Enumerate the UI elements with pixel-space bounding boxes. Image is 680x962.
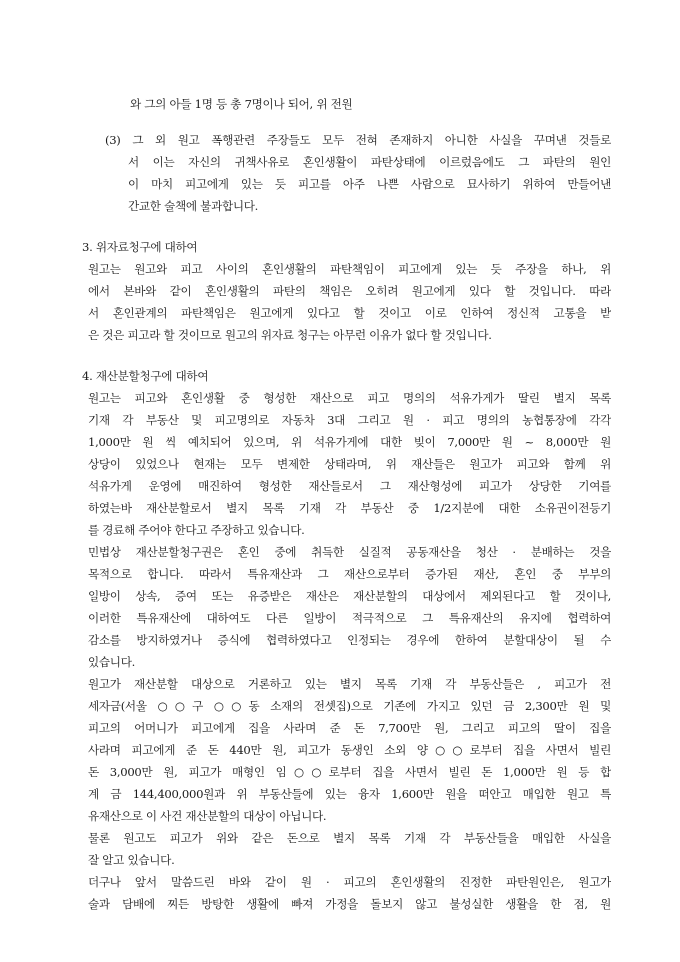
text-line: 에서 본바와 같이 혼인생활의 파탄의 책임은 오히려 원고에게 있다 할 것입니다. 따라 — [88, 284, 611, 298]
text-line: 은 것은 피고라 할 것이므로 원고의 위자료 청구는 아무런 이유가 없다 할 것입니다. — [88, 328, 492, 342]
text-line: 원고는 피고와 혼인생활 중 형성한 재산으로 피고 명의의 석유가게가 딸린 별지 목록 — [88, 391, 611, 405]
text-line: 유재산으로 이 사건 재산분할의 대상이 아닙니다. — [88, 809, 327, 823]
text-line: 석유가게 운영에 매진하여 형성한 재산들로서 그 재산형성에 피고가 상당한 기여를 — [88, 479, 611, 493]
text-line: 잘 알고 있습니다. — [88, 853, 175, 867]
text-line: 세자금(서울 ○○구 ○○동 소재의 전셋집)으로 기존에 가지고 있던 금 2,300만 원 및 — [88, 699, 611, 713]
text-line: 계 금 144,400,000원과 위 부동산들에 있는 융자 1,600만 원을 떠안고 매입한 원고 특 — [88, 787, 611, 801]
text-line: 더구나 앞서 말씀드린 바와 같이 원 · 피고의 혼인생활의 진정한 파탄원인은, 원고가 — [88, 875, 611, 889]
section-heading: 3. 위자료청구에 대하여 — [82, 240, 198, 254]
text-line: 원고는 원고와 피고 사이의 혼인생활의 파탄책임이 피고에게 있는 듯 주장을 하나, 위 — [88, 262, 611, 276]
text-line: 민법상 재산분할청구권은 혼인 중에 취득한 실질적 공동재산을 청산 · 분배하는 것을 — [88, 545, 611, 559]
text-line: 기재 각 부동산 및 피고명의로 자동차 3대 그리고 원 · 피고 명의의 농협통장에 각각 — [88, 413, 611, 427]
text-line: 돈 3,000만 원, 피고가 매형인 임○○로부터 집을 사면서 빌린 돈 1,000만 원 등 합 — [88, 765, 611, 779]
text-line: 하였는바 재산분할로서 별지 목록 기재 각 부동산 중 1/2지분에 대한 소유권이전등기 — [88, 501, 611, 515]
section-heading: 4. 재산분할청구에 대하여 — [82, 369, 209, 383]
text-line: 물론 원고도 피고가 위와 같은 돈으로 별지 목록 기재 각 부동산들을 매입한 사실을 — [88, 831, 611, 845]
text-line: 와 그의 아들 1명 등 총 7명이나 되어, 위 전원 — [130, 97, 353, 111]
text-line: 를 경료해 주어야 한다고 주장하고 있습니다. — [88, 523, 305, 537]
text-line: (3) 그 외 원고 폭행관련 주장들도 모두 전혀 존재하지 아니한 사실을 꾸며낸 것들로 — [105, 133, 611, 147]
text-line: 원고가 재산분할 대상으로 거론하고 있는 별지 목록 기재 각 부동산들은 , 피고가 전 — [88, 677, 611, 691]
text-line: 이 마치 피고에게 있는 듯 피고를 아주 나쁜 사람으로 묘사하기 위하여 만들어낸 — [128, 177, 611, 191]
text-line: 피고의 어머니가 피고에게 집을 사라며 준 돈 7,700만 원, 그리고 피고의 딸이 집을 — [88, 721, 611, 735]
text-line: 감소를 방지하였거나 증식에 협력하였다고 인정되는 경우에 한하여 분할대상이 될 수 — [88, 633, 611, 647]
text-line: 간교한 술책에 불과합니다. — [128, 199, 259, 213]
text-line: 일방이 상속, 증여 또는 유증받은 재산은 재산분할의 대상에서 제외된다고 할 것이나, — [88, 589, 611, 603]
text-line: 이러한 특유재산에 대하여도 다른 일방이 적극적으로 그 특유재산의 유지에 협력하여 — [88, 611, 611, 625]
text-line: 서 혼인관계의 파탄책임은 원고에게 있다고 할 것이고 이로 인하여 정신적 고통을 받 — [88, 306, 611, 320]
text-line: 사라며 피고에게 준 돈 440만 원, 피고가 동생인 소외 양○○로부터 집을 사면서 빌린 — [88, 743, 611, 757]
text-line: 목적으로 합니다. 따라서 특유재산과 그 재산으로부터 증가된 재산, 혼인 중 부부의 — [88, 567, 611, 581]
text-line: 상당이 있었으나 현재는 모두 변제한 상태라며, 위 재산들은 원고가 피고와 함께 위 — [88, 457, 611, 471]
text-line: 술과 담배에 찌든 방탕한 생활에 빠져 가정을 돌보지 않고 불성실한 생활을 한 점, 원 — [88, 897, 611, 911]
text-line: 서 이는 자신의 귀책사유로 혼인생활이 파탄상태에 이르렀음에도 그 파탄의 원인 — [128, 155, 611, 169]
text-line: 있습니다. — [88, 655, 135, 669]
text-line: 1,000만 원 씩 예치되어 있으며, 위 석유가게에 대한 빚이 7,000만 원 ~ 8,000만 원 — [88, 435, 611, 449]
